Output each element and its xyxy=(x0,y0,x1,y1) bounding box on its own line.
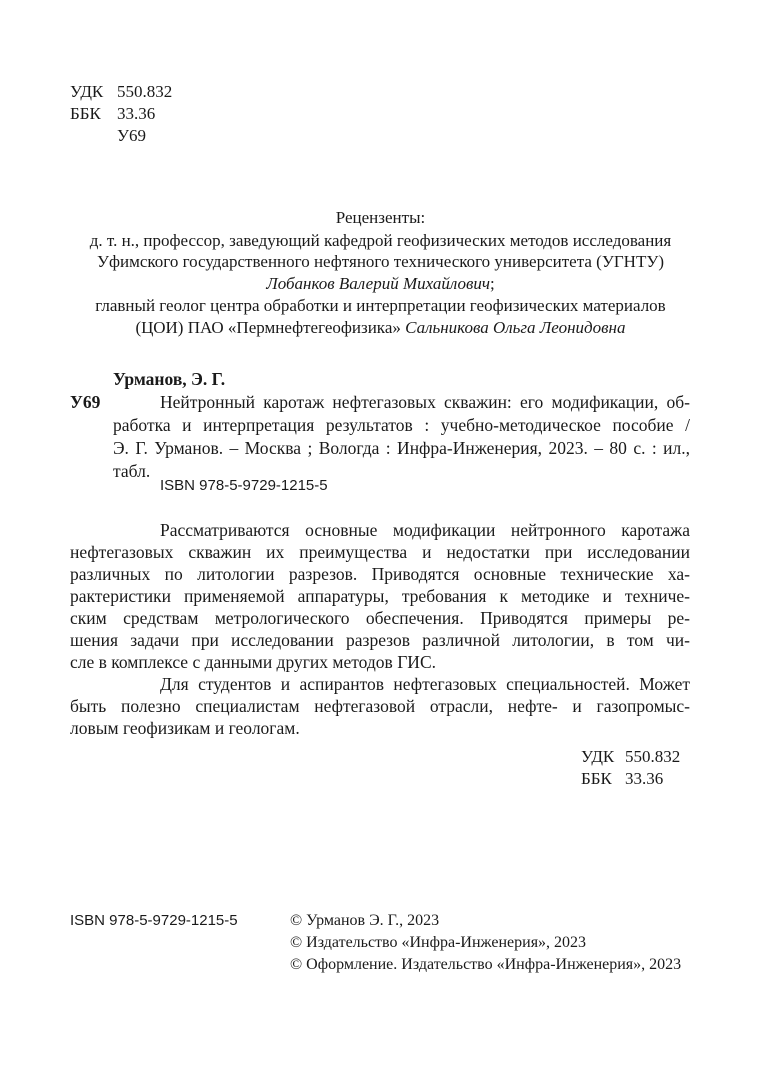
copyright-3: © Оформление. Издательство «Инфра-Инженерия», 2023 xyxy=(290,956,682,973)
copyright-2: © Издательство «Инфра-Инженерия», 2023 xyxy=(290,934,587,951)
bib-line-1: Нейтронный каротаж нефтегазовых скважин: его модификации, об- xyxy=(160,392,690,412)
abstract-p2-line-2: быть полезно специалистам нефтегазовой отрасли, нефте- и газопромыс- xyxy=(70,696,690,716)
bib-line-4: табл. xyxy=(113,461,151,481)
abstract-p1-line-7: сле в комплексе с данными других методов ГИС. xyxy=(70,652,436,672)
abstract-p1-line-5: ским средствам метрологического обеспечения. Приводятся примеры ре- xyxy=(70,608,690,628)
bib-line-2: работка и интерпретация результатов : учебно-методическое пособие / xyxy=(113,415,690,435)
reviewer1-punct: ; xyxy=(490,274,495,293)
reviewer1-line2: Уфимского государственного нефтяного технического университета (УГНТУ) xyxy=(96,252,665,271)
reviewer2-org: (ЦОИ) ПАО «Пермнефтегеофизика» xyxy=(135,318,406,337)
udk-label: УДК xyxy=(70,82,104,101)
reviewers-heading: Рецензенты: xyxy=(335,208,426,227)
reviewer1-line1: д. т. н., профессор, заведующий кафедрой геофизических методов исследования xyxy=(89,231,672,250)
bib-mark: У69 xyxy=(70,392,101,412)
abstract-p1-line-3: различных по литологии разрезов. Приводятся основные технические ха- xyxy=(70,564,690,584)
abstract-p2-line-1: Для студентов и аспирантов нефтегазовых специальностей. Может xyxy=(160,674,690,694)
bib-line-3: Э. Г. Урманов. – Москва ; Вологда : Инфра-Инженерия, 2023. – 80 с. : ил., xyxy=(113,438,690,458)
copyright-1: © Урманов Э. Г., 2023 xyxy=(290,912,440,929)
abstract-p1-line-2: нефтегазовых скважин их преимущества и недостатки при исследовании xyxy=(70,542,690,562)
reviewer1-name-line xyxy=(0,273,761,295)
reviewer1-name: Лобанков Валерий Михайлович xyxy=(266,274,491,293)
abstract-p2-line-3: ловым геофизикам и геологам. xyxy=(70,718,300,738)
abstract-p1-line-1: Рассматриваются основные модификации нейтронного каротажа xyxy=(160,520,690,540)
author-mark: У69 xyxy=(117,126,147,145)
bib-isbn: ISBN 978-5-9729-1215-5 xyxy=(160,477,328,494)
bbk-label: ББК xyxy=(70,104,101,123)
bottom-isbn: ISBN 978-5-9729-1215-5 xyxy=(70,912,238,929)
abstract-p1-line-6: шения задачи при исследовании разрезов различной литологии, в том чи- xyxy=(70,630,690,650)
udk-value: 550.832 xyxy=(117,82,173,101)
abstract-p1-line-4: рактеристики применяемой аппаратуры, требования к методике и техниче- xyxy=(70,586,690,606)
footer-bbk-value: 33.36 xyxy=(625,769,664,788)
footer-bbk-label: ББК xyxy=(581,769,612,788)
reviewer2-line2 xyxy=(0,317,761,339)
footer-udk-label: УДК xyxy=(581,747,615,766)
reviewer2-name: Сальникова Ольга Леонидовна xyxy=(405,318,626,337)
reviewer2-line1: главный геолог центра обработки и интерпретации геофизических материалов xyxy=(95,296,666,315)
footer-udk-value: 550.832 xyxy=(625,747,681,766)
bib-author: Урманов, Э. Г. xyxy=(113,369,226,389)
bbk-value: 33.36 xyxy=(117,104,156,123)
